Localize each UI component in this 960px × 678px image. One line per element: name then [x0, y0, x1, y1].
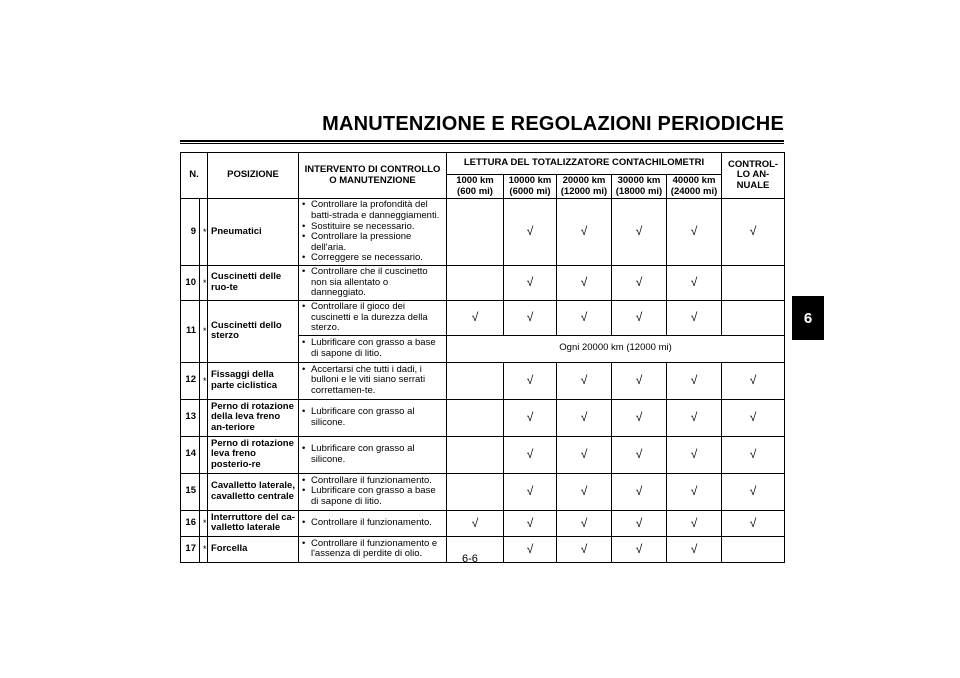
bullet-item: • Controllare il funzionamento. [302, 476, 443, 487]
row-mark [200, 473, 208, 510]
check-mark: √ [504, 473, 557, 510]
check-mark: √ [504, 436, 557, 473]
check-mark: √ [612, 362, 667, 399]
row-intervention [299, 335, 447, 362]
check-mark: √ [557, 399, 612, 436]
check-mark: √ [504, 266, 557, 301]
row-intervention [299, 510, 447, 536]
table-row [181, 199, 785, 266]
row-intervention [299, 436, 447, 473]
row-position: Perno di rotazione leva freno posterio-re [208, 436, 299, 473]
check-mark: √ [504, 399, 557, 436]
check-mark: √ [612, 436, 667, 473]
header-interval: 40000 km (24000 mi) [667, 175, 722, 199]
check-mark: √ [722, 510, 785, 536]
check-mark: √ [722, 436, 785, 473]
row-position: Perno di rotazione della leva freno an-teriore [208, 399, 299, 436]
bullet-item: • Lubrificare con grasso al silicone. [302, 407, 443, 428]
row-mark [200, 436, 208, 473]
row-number: 13 [181, 399, 200, 436]
header-rule [180, 140, 784, 144]
check-mark: √ [504, 362, 557, 399]
check-mark: √ [557, 510, 612, 536]
row-number: 14 [181, 436, 200, 473]
row-number: 16 [181, 510, 200, 536]
table-row [181, 436, 785, 473]
check-mark: √ [667, 399, 722, 436]
header-annual: CONTROL-LO AN-NUALE [722, 153, 785, 199]
row-position: Forcella [208, 536, 299, 562]
table-row [181, 510, 785, 536]
check-mark: √ [557, 362, 612, 399]
header-interval: 10000 km (6000 mi) [504, 175, 557, 199]
bullet-item: • Controllare il funzionamento e l'assenza di perdite di olio. [302, 539, 443, 560]
row-mark: * [200, 510, 208, 536]
bullet-item: • Lubrificare con grasso a base di sapone di litio. [302, 338, 443, 359]
check-mark: √ [504, 536, 557, 562]
row-intervention [299, 399, 447, 436]
header-intervention: INTERVENTO DI CONTROLLO O MANUTENZIONE [299, 153, 447, 199]
bullet-item: • Controllare la pressione dell'aria. [302, 232, 443, 253]
header-interval: 20000 km (12000 mi) [557, 175, 612, 199]
row-position: Interruttore del ca-valletto laterale [208, 510, 299, 536]
row-mark: * [200, 199, 208, 266]
check-cell [447, 199, 504, 266]
check-mark: √ [557, 536, 612, 562]
check-mark: √ [722, 199, 785, 266]
check-mark: √ [612, 199, 667, 266]
check-mark: √ [667, 362, 722, 399]
header-interval: 30000 km (18000 mi) [612, 175, 667, 199]
bullet-item: • Accertarsi che tutti i dadi, i bulloni e le viti siano serrati correttamen-te. [302, 365, 443, 397]
check-mark: √ [557, 436, 612, 473]
row-mark [200, 399, 208, 436]
row-number: 15 [181, 473, 200, 510]
check-mark: √ [612, 300, 667, 335]
row-number: 10 [181, 266, 200, 301]
page-number: 6-6 [462, 553, 478, 565]
bullet-item: • Controllare il funzionamento. [302, 518, 443, 529]
check-mark: √ [667, 536, 722, 562]
check-mark: √ [667, 266, 722, 301]
check-mark: √ [612, 399, 667, 436]
row-position: Cuscinetti dello sterzo [208, 300, 299, 362]
check-mark: √ [504, 199, 557, 266]
header-n: N. [181, 153, 208, 199]
check-cell [447, 436, 504, 473]
check-mark: √ [612, 266, 667, 301]
check-mark: √ [722, 362, 785, 399]
check-mark: √ [667, 436, 722, 473]
check-cell [447, 399, 504, 436]
check-mark: √ [612, 473, 667, 510]
maintenance-table [180, 152, 785, 563]
check-mark: √ [557, 199, 612, 266]
row-intervention [299, 266, 447, 301]
bullet-item: • Lubrificare con grasso al silicone. [302, 444, 443, 465]
check-mark: √ [447, 510, 504, 536]
table-row [181, 473, 785, 510]
row-mark: * [200, 266, 208, 301]
row-intervention [299, 536, 447, 562]
row-number: 12 [181, 362, 200, 399]
row-mark: * [200, 362, 208, 399]
check-mark: √ [612, 510, 667, 536]
interval-note: Ogni 20000 km (12000 mi) [447, 335, 785, 362]
check-cell [447, 473, 504, 510]
bullet-item: • Controllare la profondità del batti-strada e danneggiamenti. [302, 200, 443, 221]
bullet-item: • Lubrificare con grasso a base di sapone di litio. [302, 486, 443, 507]
table-row [181, 300, 785, 335]
bullet-item: • Sostituire se necessario. [302, 222, 443, 233]
check-mark: √ [504, 510, 557, 536]
check-mark: √ [504, 300, 557, 335]
check-cell [447, 362, 504, 399]
row-number: 17 [181, 536, 200, 562]
check-mark: √ [667, 510, 722, 536]
row-position: Cuscinetti delle ruo-te [208, 266, 299, 301]
row-position: Fissaggi della parte ciclistica [208, 362, 299, 399]
row-mark: * [200, 536, 208, 562]
bullet-item: • Controllare il gioco dei cuscinetti e la durezza della sterzo. [302, 302, 443, 334]
row-intervention [299, 300, 447, 335]
header-position: POSIZIONE [208, 153, 299, 199]
bullet-item: • Controllare che il cuscinetto non sia allentato o danneggiato. [302, 267, 443, 299]
header-odometer: LETTURA DEL TOTALIZZATORE CONTACHILOMETRI [447, 153, 722, 175]
row-intervention [299, 199, 447, 266]
check-cell [722, 536, 785, 562]
row-intervention [299, 473, 447, 510]
row-mark: * [200, 300, 208, 362]
row-number: 11 [181, 300, 200, 362]
table-row [181, 536, 785, 562]
table-row [181, 266, 785, 301]
header-interval: 1000 km (600 mi) [447, 175, 504, 199]
check-mark: √ [667, 473, 722, 510]
check-mark: √ [667, 300, 722, 335]
check-cell [447, 266, 504, 301]
check-cell [722, 300, 785, 335]
row-position: Cavalletto laterale, cavalletto centrale [208, 473, 299, 510]
check-mark: √ [557, 266, 612, 301]
check-mark: √ [557, 473, 612, 510]
check-mark: √ [447, 300, 504, 335]
table-row [181, 362, 785, 399]
table-row [181, 399, 785, 436]
check-mark: √ [612, 536, 667, 562]
check-cell [722, 266, 785, 301]
chapter-tab[interactable]: 6 [792, 296, 824, 340]
check-mark: √ [557, 300, 612, 335]
row-position: Pneumatici [208, 199, 299, 266]
check-mark: √ [722, 473, 785, 510]
check-mark: √ [667, 199, 722, 266]
row-number: 9 [181, 199, 200, 266]
row-intervention [299, 362, 447, 399]
page-title: MANUTENZIONE E REGOLAZIONI PERIODICHE [322, 113, 784, 135]
check-mark: √ [722, 399, 785, 436]
bullet-item: • Correggere se necessario. [302, 253, 443, 264]
